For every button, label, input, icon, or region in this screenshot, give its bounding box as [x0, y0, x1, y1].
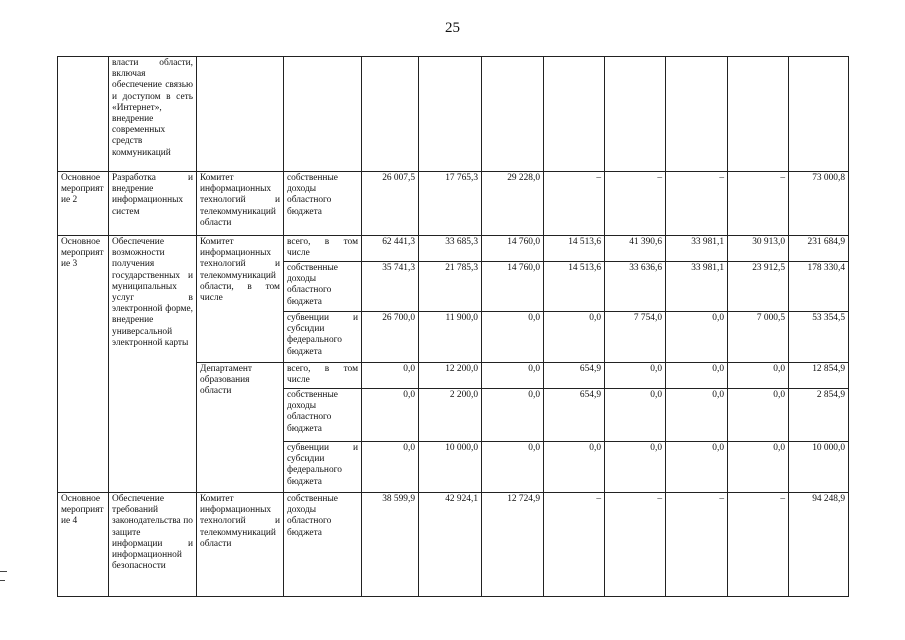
executor-cell: Комитет информационных технологий и телекоммуникаций области [197, 493, 284, 597]
value-cell: 0,0 [605, 363, 666, 389]
value-cell: 42 924,1 [419, 493, 482, 597]
funding-source-cell [284, 57, 362, 172]
event-cell: Основное мероприятие 3 [58, 236, 109, 493]
value-cell: 30 913,0 [728, 236, 789, 262]
funding-source-cell: собственные доходы областного бюджета [284, 389, 362, 442]
table-row [58, 57, 849, 172]
value-cell: 0,0 [728, 363, 789, 389]
value-cell: – [728, 493, 789, 597]
description-cell: власти области, включая обеспечение связью и доступом в сеть «Интернет», внедрение современных средств коммуникаций [109, 57, 197, 172]
value-cell: – [544, 493, 605, 597]
value-cell: 654,9 [544, 363, 605, 389]
value-cell: 0,0 [482, 312, 544, 363]
table-row [58, 493, 849, 597]
executor-cell: Департамент образования области [197, 363, 284, 493]
value-cell: 14 760,0 [482, 236, 544, 262]
value-cell: 0,0 [482, 442, 544, 493]
funding-source-cell: всего, в том числе [284, 363, 362, 389]
description-cell: Обеспечение возможности получения государственных и муниципальных услуг в электронной форме, внедрение универсальной электронной карты [109, 236, 197, 493]
value-cell: 12 200,0 [419, 363, 482, 389]
value-cell: 33 981,1 [666, 262, 728, 312]
value-cell [728, 57, 789, 172]
value-cell: – [544, 172, 605, 236]
value-cell: 41 390,6 [605, 236, 666, 262]
executor-cell: Комитет информационных технологий и телекоммуникаций области, в том числе [197, 236, 284, 363]
table-row [58, 172, 849, 236]
value-cell: 7 000,5 [728, 312, 789, 363]
total-cell [789, 57, 849, 172]
value-cell: 35 741,3 [362, 262, 419, 312]
budget-table [57, 56, 849, 597]
value-cell: 14 513,6 [544, 236, 605, 262]
value-cell: – [728, 172, 789, 236]
value-cell: – [666, 172, 728, 236]
value-cell: 21 785,3 [419, 262, 482, 312]
value-cell: 0,0 [605, 389, 666, 442]
value-cell [544, 57, 605, 172]
value-cell: 654,9 [544, 389, 605, 442]
total-cell: 2 854,9 [789, 389, 849, 442]
page-number: 25 [445, 20, 460, 36]
value-cell: – [605, 172, 666, 236]
value-cell: 23 912,5 [728, 262, 789, 312]
value-cell: 38 599,9 [362, 493, 419, 597]
value-cell: 14 760,0 [482, 262, 544, 312]
funding-source-cell: субвенции и субсидии федерального бюджета [284, 312, 362, 363]
description-cell: Обеспечение требований законодательства по защите информации и информационной безопасности [109, 493, 197, 597]
total-cell: 53 354,5 [789, 312, 849, 363]
value-cell: 33 636,6 [605, 262, 666, 312]
funding-source-cell: собственные доходы областного бюджета [284, 262, 362, 312]
value-cell: 0,0 [728, 442, 789, 493]
funding-source-cell: всего, в том числе [284, 236, 362, 262]
table-row [58, 236, 849, 262]
value-cell: 0,0 [666, 363, 728, 389]
funding-source-cell: собственные доходы областного бюджета [284, 172, 362, 236]
value-cell [482, 57, 544, 172]
value-cell: 26 700,0 [362, 312, 419, 363]
event-cell: Основное мероприятие 2 [58, 172, 109, 236]
value-cell: 0,0 [362, 363, 419, 389]
value-cell: 0,0 [666, 389, 728, 442]
value-cell: 29 228,0 [482, 172, 544, 236]
value-cell: 12 724,9 [482, 493, 544, 597]
total-cell: 178 330,4 [789, 262, 849, 312]
value-cell [362, 57, 419, 172]
value-cell: 0,0 [666, 442, 728, 493]
total-cell: 73 000,8 [789, 172, 849, 236]
value-cell: 0,0 [482, 389, 544, 442]
value-cell: 0,0 [605, 442, 666, 493]
value-cell: – [605, 493, 666, 597]
value-cell [666, 57, 728, 172]
value-cell: 17 765,3 [419, 172, 482, 236]
event-cell [58, 57, 109, 172]
value-cell: 0,0 [482, 363, 544, 389]
event-cell: Основное мероприятие 4 [58, 493, 109, 597]
value-cell: 10 000,0 [419, 442, 482, 493]
funding-source-cell: собственные доходы областного бюджета [284, 493, 362, 597]
value-cell: 14 513,6 [544, 262, 605, 312]
total-cell: 10 000,0 [789, 442, 849, 493]
value-cell: 33 685,3 [419, 236, 482, 262]
margin-mark [0, 571, 7, 572]
value-cell: – [666, 493, 728, 597]
value-cell: 33 981,1 [666, 236, 728, 262]
value-cell: 11 900,0 [419, 312, 482, 363]
value-cell: 0,0 [362, 389, 419, 442]
total-cell: 94 248,9 [789, 493, 849, 597]
executor-cell: Комитет информационных технологий и телекоммуникаций области [197, 172, 284, 236]
value-cell: 0,0 [666, 312, 728, 363]
value-cell [605, 57, 666, 172]
total-cell: 231 684,9 [789, 236, 849, 262]
funding-source-cell: субвенции и субсидии федерального бюджета [284, 442, 362, 493]
value-cell: 2 200,0 [419, 389, 482, 442]
value-cell: 0,0 [544, 312, 605, 363]
value-cell: 0,0 [362, 442, 419, 493]
value-cell: 62 441,3 [362, 236, 419, 262]
executor-cell [197, 57, 284, 172]
value-cell [419, 57, 482, 172]
value-cell: 26 007,5 [362, 172, 419, 236]
total-cell: 12 854,9 [789, 363, 849, 389]
value-cell: 0,0 [544, 442, 605, 493]
description-cell: Разработка и внедрение информационных систем [109, 172, 197, 236]
margin-mark [0, 580, 5, 581]
value-cell: 7 754,0 [605, 312, 666, 363]
value-cell: 0,0 [728, 389, 789, 442]
